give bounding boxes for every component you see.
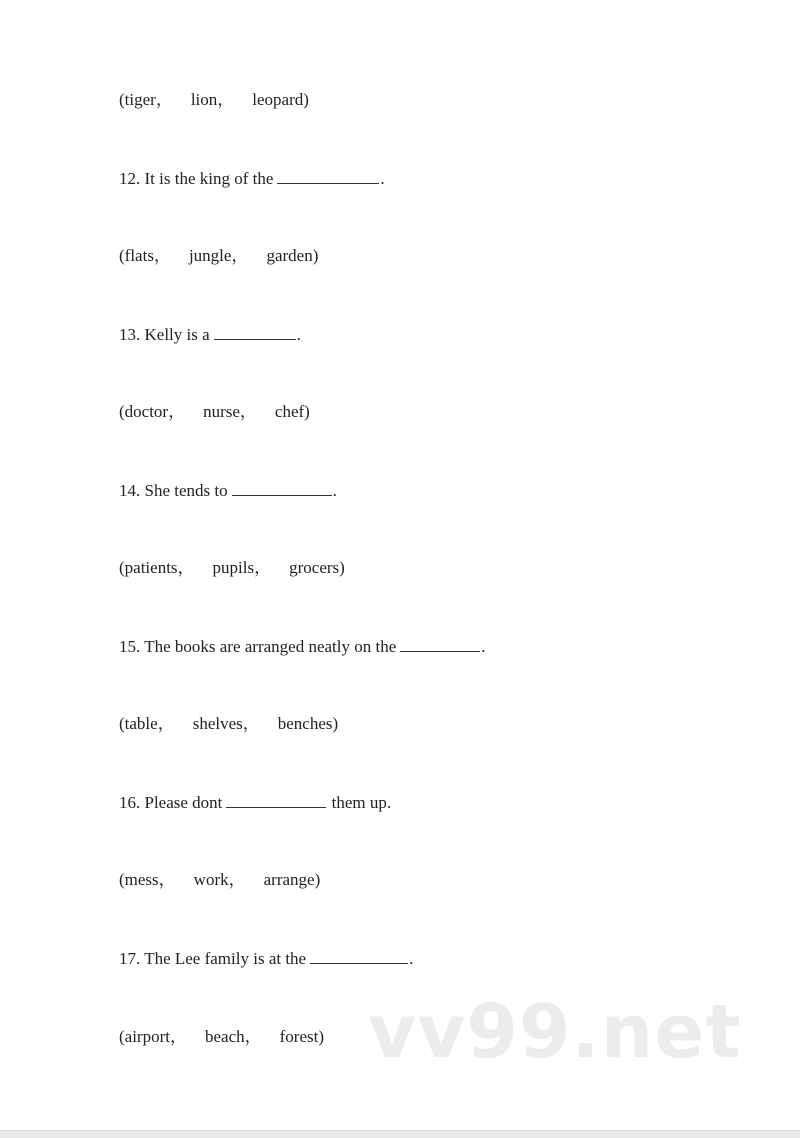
question-tail: .: [380, 169, 385, 188]
option: (table，: [119, 714, 175, 733]
options-line-17: [102, 1007, 324, 1067]
options-line-11: [102, 70, 309, 130]
options-line-15: [102, 694, 338, 754]
option: arrange): [263, 870, 321, 889]
options-line-13: [102, 382, 310, 442]
answer-blank[interactable]: [232, 480, 332, 496]
question-12: [102, 148, 385, 209]
option: (airport，: [119, 1027, 187, 1046]
question-15: [102, 616, 486, 677]
option: leopard): [252, 90, 309, 109]
option: chef): [274, 402, 310, 421]
question-text: 17. The Lee family is at the: [119, 949, 307, 968]
option: (patients，: [119, 558, 195, 577]
answer-blank[interactable]: [400, 636, 480, 652]
options-line-16: [102, 850, 320, 910]
question-text: 14. She tends to: [119, 481, 228, 500]
question-text: 16. Please dont: [119, 793, 223, 812]
option: forest): [279, 1027, 324, 1046]
answer-blank[interactable]: [310, 948, 408, 964]
option: (flats，: [119, 246, 171, 265]
question-tail: .: [481, 637, 486, 656]
question-text: 15. The books are arranged neatly on the: [119, 637, 397, 656]
answer-blank[interactable]: [226, 792, 326, 808]
option: jungle，: [188, 246, 249, 265]
option: garden): [266, 246, 319, 265]
question-14: [102, 460, 337, 521]
option: (mess，: [119, 870, 176, 889]
option: (tiger，: [119, 90, 173, 109]
question-16: [102, 772, 391, 833]
option: benches): [277, 714, 339, 733]
answer-blank[interactable]: [214, 324, 296, 340]
option: nurse，: [203, 402, 257, 421]
option: lion，: [190, 90, 235, 109]
question-tail: .: [409, 949, 414, 968]
question-text: 12. It is the king of the: [119, 169, 274, 188]
question-tail: .: [296, 325, 301, 344]
options-line-14: [102, 538, 345, 598]
question-17: [102, 928, 413, 989]
option: (doctor，: [119, 402, 186, 421]
question-tail: .: [332, 481, 337, 500]
answer-blank[interactable]: [277, 168, 379, 184]
option: pupils，: [212, 558, 272, 577]
option: beach，: [204, 1027, 262, 1046]
option: work，: [193, 870, 246, 889]
option: shelves，: [192, 714, 260, 733]
question-tail: them up.: [327, 793, 392, 812]
watermark: vv99.net: [368, 989, 742, 1075]
option: grocers): [289, 558, 345, 577]
question-13: [102, 304, 301, 365]
options-line-12: [102, 226, 318, 286]
question-text: 13. Kelly is a: [119, 325, 210, 344]
